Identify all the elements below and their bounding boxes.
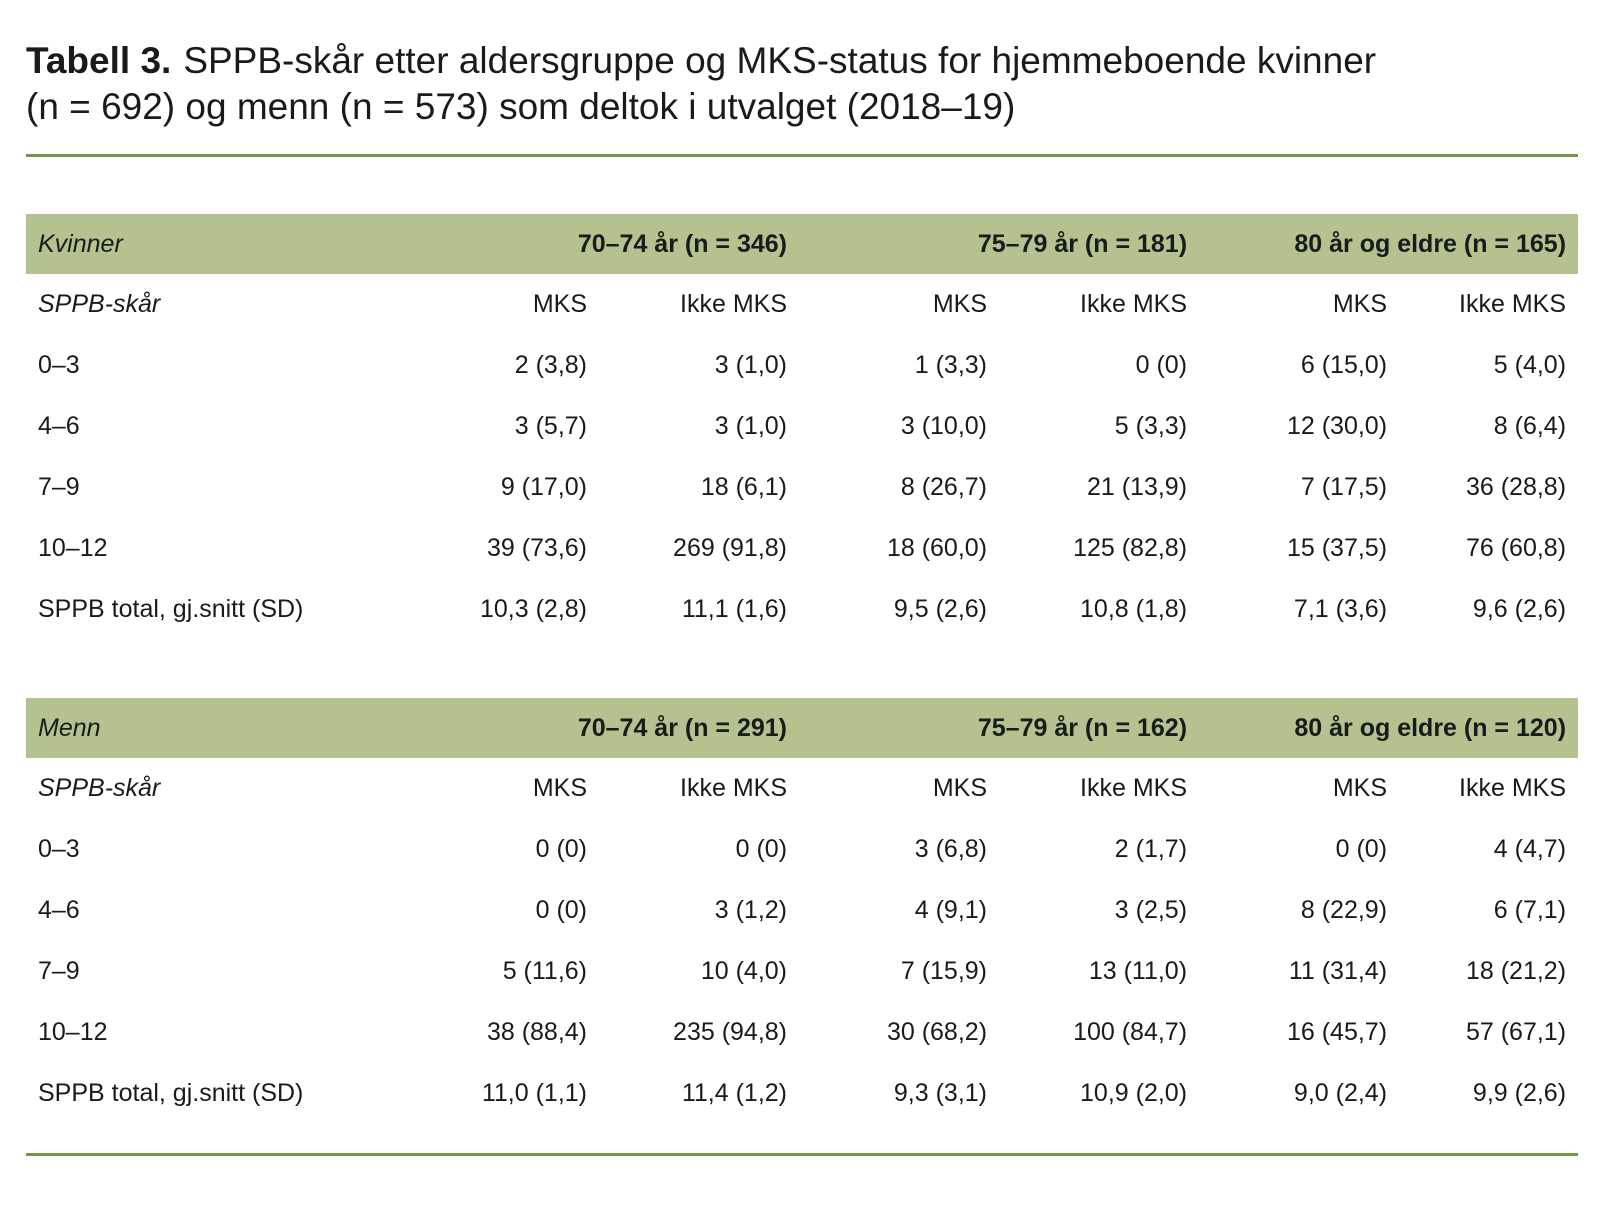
column-header: Ikke MKS <box>1459 290 1567 318</box>
table-caption <box>26 38 1546 130</box>
table-cell: 3 (2,5) <box>1114 896 1188 924</box>
table-cell: 0 (0) <box>1335 835 1388 863</box>
men-group-70-74: 70–74 år (n = 291) <box>577 713 788 742</box>
women-group-75-79: 75–79 år (n = 181) <box>977 229 1188 258</box>
table-row <box>26 457 1578 518</box>
table-cell: 9,3 (3,1) <box>893 1079 988 1107</box>
table-cell: 9,6 (2,6) <box>1472 595 1567 623</box>
men-subheader <box>26 758 1578 819</box>
table-cell: 2 (3,8) <box>514 351 587 379</box>
table-cell: 7 (15,9) <box>900 957 988 985</box>
table-cell: 5 (3,3) <box>1114 412 1188 440</box>
column-header: MKS <box>532 774 587 802</box>
women-subheader <box>26 274 1578 335</box>
table-cell: 21 (13,9) <box>1086 473 1188 501</box>
row-label: 4–6 <box>38 896 80 924</box>
table-cell: 3 (10,0) <box>900 412 988 440</box>
table-cell: 8 (6,4) <box>1493 412 1567 440</box>
table-cell: 5 (11,6) <box>502 957 587 985</box>
table-row <box>26 819 1578 880</box>
column-header: Ikke MKS <box>680 774 788 802</box>
men-group-75-79: 75–79 år (n = 162) <box>977 713 1188 742</box>
table-cell: 269 (91,8) <box>673 534 788 562</box>
women-subheader-label: SPPB-skår <box>38 290 161 318</box>
table-cell: 11,4 (1,2) <box>681 1079 788 1107</box>
table-cell: 235 (94,8) <box>673 1018 788 1046</box>
table-cell: 10 (4,0) <box>700 957 788 985</box>
table-cell: 0 (0) <box>1135 351 1188 379</box>
table-row <box>26 335 1578 396</box>
table-row <box>26 396 1578 457</box>
table-cell: 39 (73,6) <box>486 534 587 562</box>
row-label: SPPB total, gj.snitt (SD) <box>38 1079 304 1107</box>
table-cell: 3 (6,8) <box>914 835 988 863</box>
table-cell: 13 (11,0) <box>1088 957 1188 985</box>
table-cell: 30 (68,2) <box>886 1018 988 1046</box>
table-cell: 8 (22,9) <box>1300 896 1388 924</box>
men-title: Menn <box>38 713 101 742</box>
caption-line-1 <box>26 38 1546 84</box>
row-label: SPPB total, gj.snitt (SD) <box>38 595 304 623</box>
table-cell: 3 (1,2) <box>714 896 788 924</box>
table-cell: 7 (17,5) <box>1300 473 1388 501</box>
table-cell: 11,0 (1,1) <box>481 1079 587 1107</box>
row-label: 0–3 <box>38 351 80 379</box>
table-row-total <box>26 1063 1578 1124</box>
table-cell: 9,5 (2,6) <box>893 595 988 623</box>
table-cell: 100 (84,7) <box>1073 1018 1188 1046</box>
top-rule <box>26 154 1578 157</box>
table-cell: 10,8 (1,8) <box>1080 595 1188 623</box>
table-cell: 7,1 (3,6) <box>1293 595 1388 623</box>
column-header: MKS <box>532 290 587 318</box>
men-group-80-plus: 80 år og eldre (n = 120) <box>1294 713 1567 742</box>
column-header: MKS <box>1332 774 1388 802</box>
women-table <box>26 214 1578 640</box>
table-cell: 10,9 (2,0) <box>1080 1079 1188 1107</box>
table-cell: 8 (26,7) <box>900 473 988 501</box>
table-cell: 125 (82,8) <box>1073 534 1188 562</box>
table-cell: 57 (67,1) <box>1465 1018 1567 1046</box>
table-cell: 18 (60,0) <box>886 534 988 562</box>
table-cell: 4 (9,1) <box>914 896 988 924</box>
caption-text-1: SPPB-skår etter aldersgruppe og MKS-status for hjemmeboende kvinner <box>183 40 1377 81</box>
men-table <box>26 698 1578 1124</box>
row-label: 10–12 <box>38 1018 108 1046</box>
row-label: 0–3 <box>38 835 80 863</box>
men-group-header <box>26 698 1578 758</box>
women-group-80-plus: 80 år og eldre (n = 165) <box>1294 229 1567 258</box>
bottom-rule <box>26 1153 1578 1156</box>
table-cell: 16 (45,7) <box>1286 1018 1388 1046</box>
women-title: Kvinner <box>38 229 123 258</box>
table-cell: 6 (7,1) <box>1493 896 1567 924</box>
table-cell: 3 (1,0) <box>714 351 788 379</box>
women-group-70-74: 70–74 år (n = 346) <box>577 229 788 258</box>
row-label: 4–6 <box>38 412 80 440</box>
caption-line-2: (n = 692) og menn (n = 573) som deltok i utvalget (2018–19) <box>26 86 1016 127</box>
table-cell: 9 (17,0) <box>500 473 587 501</box>
table-cell: 2 (1,7) <box>1114 835 1188 863</box>
table-cell: 5 (4,0) <box>1493 351 1567 379</box>
column-header: MKS <box>1332 290 1388 318</box>
row-label: 7–9 <box>38 957 80 985</box>
table-row <box>26 880 1578 941</box>
table-cell: 38 (88,4) <box>486 1018 587 1046</box>
table-cell: 0 (0) <box>535 896 587 924</box>
column-header: Ikke MKS <box>1080 290 1188 318</box>
table-cell: 12 (30,0) <box>1286 412 1388 440</box>
table-cell: 6 (15,0) <box>1300 351 1388 379</box>
table-cell: 76 (60,8) <box>1465 534 1567 562</box>
column-header: Ikke MKS <box>1459 774 1567 802</box>
table-cell: 18 (6,1) <box>700 473 788 501</box>
column-header: MKS <box>932 290 988 318</box>
table-cell: 36 (28,8) <box>1465 473 1567 501</box>
men-subheader-label: SPPB-skår <box>38 774 161 802</box>
table-cell: 3 (5,7) <box>514 412 587 440</box>
table-row <box>26 518 1578 579</box>
row-label: 10–12 <box>38 534 108 562</box>
table-row <box>26 941 1578 1002</box>
table-row <box>26 1002 1578 1063</box>
women-group-header <box>26 214 1578 274</box>
table-cell: 15 (37,5) <box>1286 534 1388 562</box>
caption-label: Tabell 3. <box>26 40 172 81</box>
column-header: MKS <box>932 774 988 802</box>
table-cell: 1 (3,3) <box>914 351 988 379</box>
table-cell: 3 (1,0) <box>714 412 788 440</box>
column-header: Ikke MKS <box>1080 774 1188 802</box>
table-cell: 0 (0) <box>535 835 587 863</box>
table-cell: 10,3 (2,8) <box>479 595 587 623</box>
row-label: 7–9 <box>38 473 80 501</box>
table-cell: 18 (21,2) <box>1465 957 1567 985</box>
table-cell: 9,0 (2,4) <box>1293 1079 1388 1107</box>
table-cell: 9,9 (2,6) <box>1472 1079 1567 1107</box>
table-cell: 4 (4,7) <box>1493 835 1567 863</box>
column-header: Ikke MKS <box>680 290 788 318</box>
table-cell: 11,1 (1,6) <box>681 595 788 623</box>
table-cell: 11 (31,4) <box>1288 957 1388 985</box>
table-cell: 0 (0) <box>735 835 788 863</box>
table-row-total <box>26 579 1578 640</box>
